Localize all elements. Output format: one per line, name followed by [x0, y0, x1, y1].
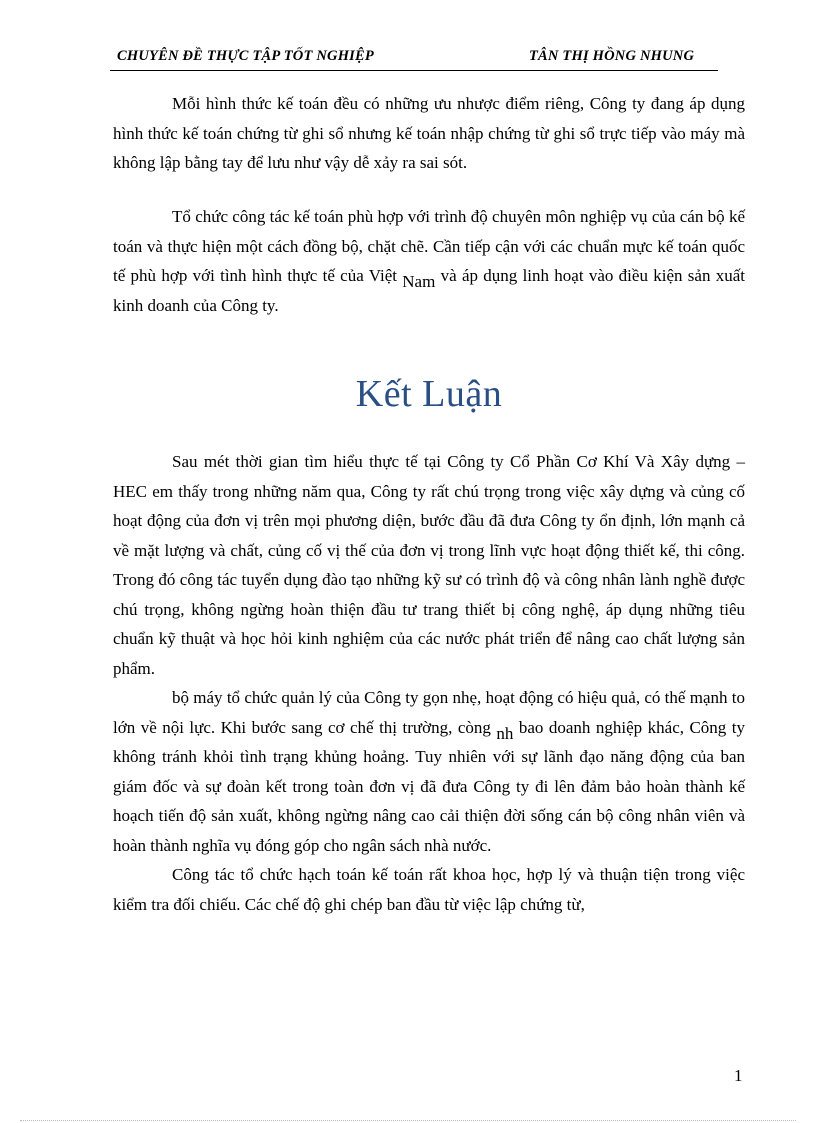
conclusion-body: [113, 447, 745, 919]
intro-paragraph-1: Mỗi hình thức kế toán đều có những ưu nhược điểm riêng, Công ty đang áp dụng hình thức kế toán chứng từ ghi sổ nhưng kế toán nhập chứng từ ghi sổ trực tiếp vào máy mà không lập bằng tay để lưu như vậy dễ xảy ra sai sót.: [113, 94, 745, 172]
conclusion-paragraph-2-text-a: bộ máy tổ chức quản lý của Công ty gọn nhẹ, hoạt động có hiệu quả, có thế mạnh to lớn về nội lực. Khi bước sang cơ chế thị trường, còng: [113, 688, 745, 737]
page-bottom-border: [20, 1120, 796, 1121]
conclusion-paragraph-2-text-b: bao doanh nghiệp khác, Công ty không tránh khỏi tình trạng khủng hoảng. Tuy nhiên với sự lãnh đạo năng động của ban giám đốc và sự đoàn kết trong toàn đơn vị đã đưa Công ty đi lên đảm bảo hoàn thành kế hoạch tiến độ sản xuất, không ngừng nâng cao cải thiện đời sống cán bộ công nhân viên và hoàn thành nghĩa vụ đóng góp cho ngân sách nhà nước.: [113, 717, 746, 855]
section-title: Kết Luận: [355, 373, 503, 415]
intro-paragraph-2: [113, 202, 745, 320]
intro-paragraph-2-block: [113, 202, 745, 320]
intro-paragraph-2-text-a: Tổ chức công tác kế toán phù hợp với trình độ chuyên môn nghiệp vụ của cán bộ kế toán và thực hiện một cách đồng bộ, chặt chẽ. Cần tiếp cận với các chuẩn mực kế toán quốc tế phù hợp với tình hình thực tế của Việt: [113, 207, 745, 285]
header-author: TÂN THỊ HỒNG NHUNG: [529, 48, 695, 64]
page-header: [110, 48, 720, 70]
conclusion-paragraph-2-lowered-word: nh: [496, 723, 514, 743]
intro-paragraph-2-lowered-word: Nam: [402, 272, 436, 291]
intro-paragraph-2-text-b: và áp dụng linh hoạt vào điều kiện sản xuất kinh doanh của Công ty.: [113, 266, 746, 315]
header-rule: [110, 70, 718, 71]
intro-paragraph-1-block: [113, 89, 745, 178]
header-title: CHUYÊN ĐỀ THỰC TẬP TỐT NGHIỆP: [117, 48, 374, 64]
conclusion-paragraph-3: Công tác tổ chức hạch toán kế toán rất khoa học, hợp lý và thuận tiện trong việc kiểm tra đối chiếu. Các chế độ ghi chép ban đầu từ việc lập chứng từ,: [113, 865, 745, 914]
conclusion-paragraph-1: Sau mét thời gian tìm hiểu thực tế tại Công ty Cổ Phần Cơ Khí Và Xây dựng – HEC em thấy trong những năm qua, Công ty rất chú trọng trong việc xây dựng và củng cố hoạt động của đơn vị trên mọi phương diện, bước đầu đã đưa Công ty ổn định, lớn mạnh cả về mặt lượng và chất, củng cố vị thế của đơn vị trong lĩnh vực hoạt động thiết kế, thi công. Trong đó công tác tuyển dụng đào tạo những kỹ sư có trình độ và công nhân lành nghề được chú trọng, không ngừng hoàn thiện đầu tư trang thiết bị công nghệ, áp dụng những tiêu chuẩn kỹ thuật và học hỏi kinh nghiệm của các nước phát triển để nâng cao chất lượng sản phẩm.: [113, 452, 745, 678]
page-number: 1: [734, 1066, 743, 1085]
conclusion-paragraph-2: [113, 683, 745, 860]
